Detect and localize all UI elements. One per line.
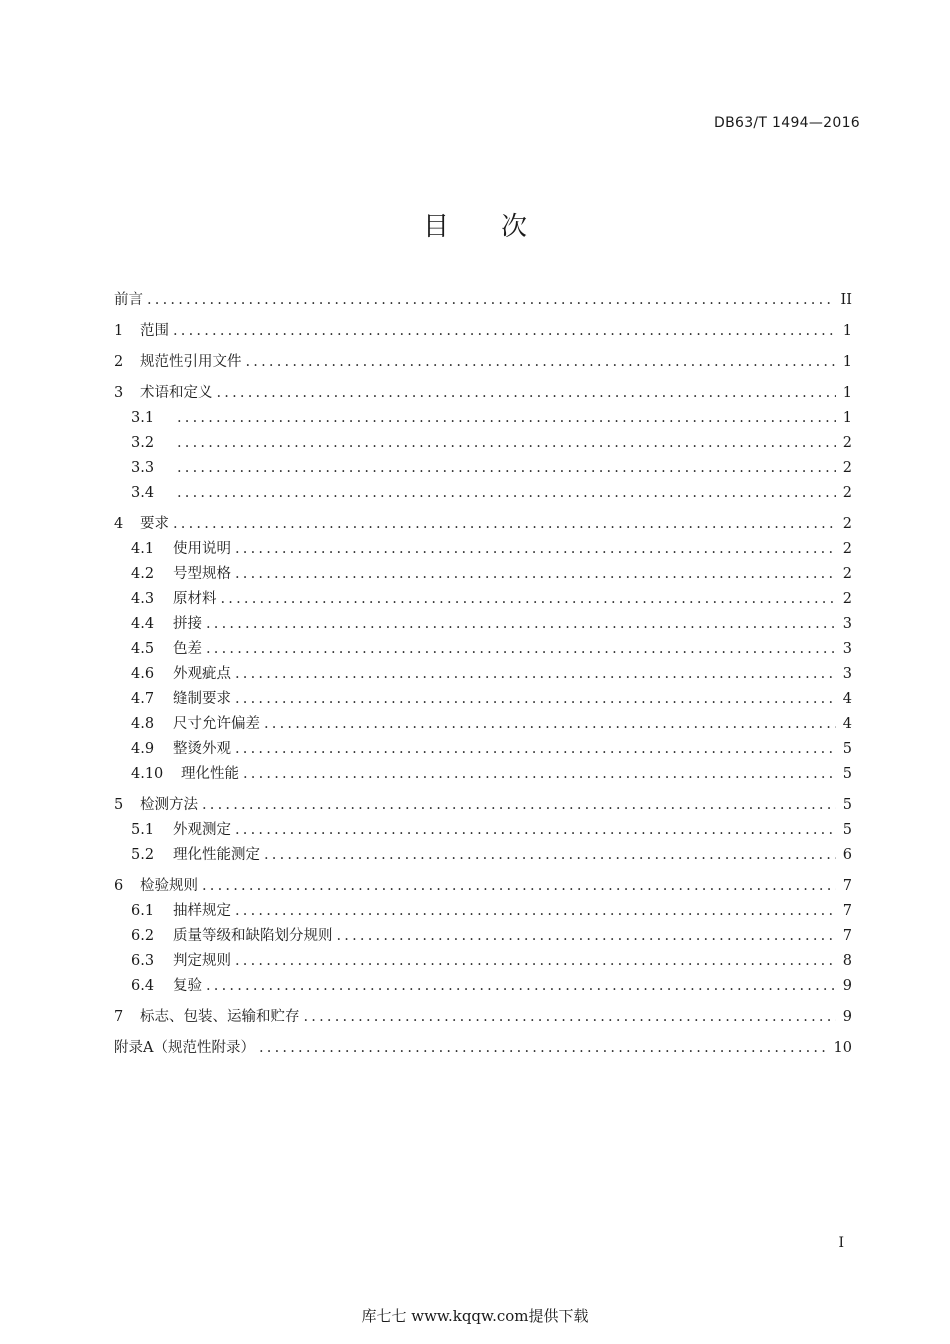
toc-dot-leader bbox=[217, 381, 837, 406]
toc-dot-leader bbox=[202, 874, 836, 899]
toc-entry-page: 2 bbox=[842, 460, 852, 476]
page-number: I bbox=[838, 1235, 844, 1251]
toc-entry-label bbox=[114, 319, 169, 344]
toc-entry[interactable] bbox=[114, 974, 852, 999]
toc-entry-number: 3 bbox=[114, 385, 124, 401]
toc-entry[interactable] bbox=[114, 793, 852, 818]
toc-entry-page: 4 bbox=[842, 691, 852, 707]
toc-entry-page: 10 bbox=[833, 1040, 852, 1056]
toc-entry-number: 4.10 bbox=[131, 766, 164, 782]
toc-entry-number: 3.4 bbox=[131, 485, 155, 501]
toc-entry-label bbox=[114, 381, 213, 406]
toc-entry[interactable] bbox=[114, 1005, 852, 1030]
toc-entry-page: 2 bbox=[842, 485, 852, 501]
toc-entry-number: 3.1 bbox=[131, 410, 155, 426]
toc-dot-leader bbox=[177, 481, 836, 506]
toc-entry[interactable] bbox=[114, 456, 852, 481]
toc-entry-label bbox=[131, 612, 202, 637]
toc-entry-number: 4 bbox=[114, 516, 124, 532]
toc-entry-title: 使用说明 bbox=[173, 541, 231, 557]
toc-entry-page: 1 bbox=[842, 323, 852, 339]
toc-entry-label bbox=[131, 762, 239, 787]
toc-entry-title: 质量等级和缺陷划分规则 bbox=[173, 928, 333, 944]
toc-entry-title: 理化性能 bbox=[181, 766, 239, 782]
toc-entry-page: 2 bbox=[842, 541, 852, 557]
toc-entry-label bbox=[131, 406, 173, 431]
toc-entry[interactable] bbox=[114, 350, 852, 375]
toc-entry-number: 5.1 bbox=[131, 822, 155, 838]
toc-entry-title: 原材料 bbox=[173, 591, 217, 607]
toc-dot-leader bbox=[177, 431, 836, 456]
footer-watermark: 库七七 www.kqqw.com提供下载 bbox=[361, 1307, 589, 1325]
toc-entry-title: 整烫外观 bbox=[173, 741, 231, 757]
toc-entry-page: 5 bbox=[842, 797, 852, 813]
toc-entry-number: 5 bbox=[114, 797, 124, 813]
toc-entry-label bbox=[131, 537, 231, 562]
toc-entry-title: 标志、包装、运输和贮存 bbox=[140, 1009, 300, 1025]
toc-entry-page: 5 bbox=[842, 766, 852, 782]
toc-entry-label bbox=[131, 662, 231, 687]
toc-entry[interactable] bbox=[114, 512, 852, 537]
toc-entry-number: 6.3 bbox=[131, 953, 155, 969]
toc-entry-label bbox=[131, 712, 260, 737]
toc-entry-label bbox=[131, 899, 231, 924]
toc-entry-page: 2 bbox=[842, 435, 852, 451]
toc-entry-title: 前言 bbox=[114, 292, 143, 308]
toc-entry[interactable] bbox=[114, 537, 852, 562]
toc-entry-page: 7 bbox=[842, 878, 852, 894]
toc-entry[interactable] bbox=[114, 1036, 852, 1061]
toc-entry-number: 4.3 bbox=[131, 591, 155, 607]
toc-entry-title: 检验规则 bbox=[140, 878, 198, 894]
toc-entry-label bbox=[114, 1005, 300, 1030]
toc-entry-label bbox=[131, 687, 231, 712]
toc-entry-number: 4.2 bbox=[131, 566, 155, 582]
toc-dot-leader bbox=[177, 456, 836, 481]
toc-entry-number: 3.2 bbox=[131, 435, 155, 451]
toc-dot-leader bbox=[206, 637, 836, 662]
toc-entry[interactable] bbox=[114, 899, 852, 924]
toc-dot-leader bbox=[235, 537, 836, 562]
toc-entry-title: 缝制要求 bbox=[173, 691, 231, 707]
toc-dot-leader bbox=[221, 587, 837, 612]
toc-entry-title: 外观疵点 bbox=[173, 666, 231, 682]
toc-entry[interactable] bbox=[114, 687, 852, 712]
toc-entry[interactable] bbox=[114, 843, 852, 868]
toc-entry-label bbox=[131, 737, 231, 762]
toc-entry-label bbox=[114, 512, 169, 537]
toc-dot-leader bbox=[235, 737, 836, 762]
toc-entry[interactable] bbox=[114, 406, 852, 431]
toc-dot-leader bbox=[235, 899, 836, 924]
toc-entry-number: 6.1 bbox=[131, 903, 155, 919]
toc-dot-leader bbox=[173, 512, 836, 537]
toc-entry-number: 3.3 bbox=[131, 460, 155, 476]
toc-entry-label bbox=[131, 974, 202, 999]
toc-entry-page: 8 bbox=[842, 953, 852, 969]
toc-entry-title: 尺寸允许偏差 bbox=[173, 716, 260, 732]
toc-entry[interactable] bbox=[114, 381, 852, 406]
toc-entry-number: 4.8 bbox=[131, 716, 155, 732]
toc-entry-page: 6 bbox=[842, 847, 852, 863]
toc-entry-label bbox=[114, 793, 198, 818]
toc-entry-page: 2 bbox=[842, 516, 852, 532]
toc-entry[interactable] bbox=[114, 288, 852, 313]
page-title: 目 次 bbox=[422, 212, 527, 242]
toc-dot-leader bbox=[304, 1005, 837, 1030]
toc-dot-leader bbox=[173, 319, 836, 344]
toc-entry-title: 规范性引用文件 bbox=[140, 354, 242, 370]
toc-entry-page: 9 bbox=[842, 1009, 852, 1025]
toc-dot-leader bbox=[235, 687, 836, 712]
toc-entry[interactable] bbox=[114, 481, 852, 506]
toc-entry-page: 1 bbox=[842, 385, 852, 401]
toc-entry-number: 4.5 bbox=[131, 641, 155, 657]
toc-entry-page: II bbox=[840, 292, 852, 308]
toc-entry[interactable] bbox=[114, 562, 852, 587]
toc-entry-number: 6 bbox=[114, 878, 124, 894]
toc-dot-leader bbox=[246, 350, 837, 375]
toc-entry-number: 5.2 bbox=[131, 847, 155, 863]
toc-entry-page: 2 bbox=[842, 591, 852, 607]
toc-entry-label bbox=[131, 818, 231, 843]
toc-entry-title: 要求 bbox=[140, 516, 169, 532]
toc-dot-leader bbox=[147, 288, 835, 313]
toc-entry-title: 色差 bbox=[173, 641, 202, 657]
toc-dot-leader bbox=[243, 762, 836, 787]
toc-entry[interactable] bbox=[114, 712, 852, 737]
toc-entry-title: 范围 bbox=[140, 323, 169, 339]
toc-entry[interactable] bbox=[114, 762, 852, 787]
toc-entry[interactable] bbox=[114, 637, 852, 662]
toc-entry-label bbox=[131, 562, 231, 587]
toc-entry-label bbox=[131, 843, 260, 868]
toc-dot-leader bbox=[235, 662, 836, 687]
toc-dot-leader bbox=[259, 1036, 828, 1061]
toc-dot-leader bbox=[177, 406, 836, 431]
toc-entry-page: 7 bbox=[842, 928, 852, 944]
toc-entry-label bbox=[131, 924, 333, 949]
toc-entry-label bbox=[131, 431, 173, 456]
toc-entry-label bbox=[114, 350, 242, 375]
toc-dot-leader bbox=[235, 949, 836, 974]
toc-entry-page: 4 bbox=[842, 716, 852, 732]
toc-entry-title: 检测方法 bbox=[140, 797, 198, 813]
toc-entry-number: 7 bbox=[114, 1009, 124, 1025]
toc-dot-leader bbox=[235, 562, 836, 587]
toc-dot-leader bbox=[235, 818, 836, 843]
toc-entry-page: 7 bbox=[842, 903, 852, 919]
toc-entry[interactable] bbox=[114, 949, 852, 974]
toc-entry-title: 号型规格 bbox=[173, 566, 231, 582]
toc-dot-leader bbox=[264, 843, 836, 868]
toc-entry-number: 4.1 bbox=[131, 541, 155, 557]
toc-entry-label bbox=[131, 456, 173, 481]
toc-entry[interactable] bbox=[114, 319, 852, 344]
toc-entry-page: 3 bbox=[842, 616, 852, 632]
toc-entry[interactable] bbox=[114, 818, 852, 843]
toc-entry-label bbox=[131, 481, 173, 506]
toc-entry-number: 4.6 bbox=[131, 666, 155, 682]
toc-entry-number: 6.2 bbox=[131, 928, 155, 944]
toc-entry[interactable] bbox=[114, 924, 852, 949]
toc-entry-page: 3 bbox=[842, 666, 852, 682]
toc-entry-title: 抽样规定 bbox=[173, 903, 231, 919]
standard-code: DB63/T 1494—2016 bbox=[714, 115, 860, 131]
toc-entry-number: 6.4 bbox=[131, 978, 155, 994]
toc-entry-label bbox=[114, 874, 198, 899]
toc-entry-title: 附录A（规范性附录） bbox=[114, 1040, 255, 1056]
toc-entry-page: 1 bbox=[842, 354, 852, 370]
toc-entry-number: 2 bbox=[114, 354, 124, 370]
toc-entry-title: 外观测定 bbox=[173, 822, 231, 838]
toc-entry-page: 5 bbox=[842, 822, 852, 838]
toc-entry[interactable] bbox=[114, 737, 852, 762]
toc-entry-number: 1 bbox=[114, 323, 124, 339]
toc-entry[interactable] bbox=[114, 874, 852, 899]
toc-entry[interactable] bbox=[114, 662, 852, 687]
toc-entry-label bbox=[114, 1036, 255, 1061]
toc-entry-label bbox=[114, 288, 143, 313]
toc-entry-page: 9 bbox=[842, 978, 852, 994]
toc-dot-leader bbox=[206, 612, 836, 637]
table-of-contents bbox=[114, 288, 852, 1061]
toc-entry-page: 5 bbox=[842, 741, 852, 757]
toc-entry-title: 拼接 bbox=[173, 616, 202, 632]
toc-entry-label bbox=[131, 637, 202, 662]
toc-entry-label bbox=[131, 949, 231, 974]
toc-entry-page: 3 bbox=[842, 641, 852, 657]
toc-entry-number: 4.4 bbox=[131, 616, 155, 632]
toc-entry-page: 1 bbox=[842, 410, 852, 426]
toc-entry-title: 理化性能测定 bbox=[173, 847, 260, 863]
toc-dot-leader bbox=[206, 974, 836, 999]
toc-entry-title: 复验 bbox=[173, 978, 202, 994]
toc-entry-number: 4.9 bbox=[131, 741, 155, 757]
toc-entry[interactable] bbox=[114, 587, 852, 612]
toc-entry-number: 4.7 bbox=[131, 691, 155, 707]
toc-dot-leader bbox=[202, 793, 836, 818]
toc-dot-leader bbox=[264, 712, 836, 737]
toc-dot-leader bbox=[337, 924, 837, 949]
toc-entry-title: 术语和定义 bbox=[140, 385, 213, 401]
toc-entry[interactable] bbox=[114, 431, 852, 456]
toc-entry-page: 2 bbox=[842, 566, 852, 582]
toc-entry[interactable] bbox=[114, 612, 852, 637]
toc-entry-title: 判定规则 bbox=[173, 953, 231, 969]
toc-entry-label bbox=[131, 587, 217, 612]
